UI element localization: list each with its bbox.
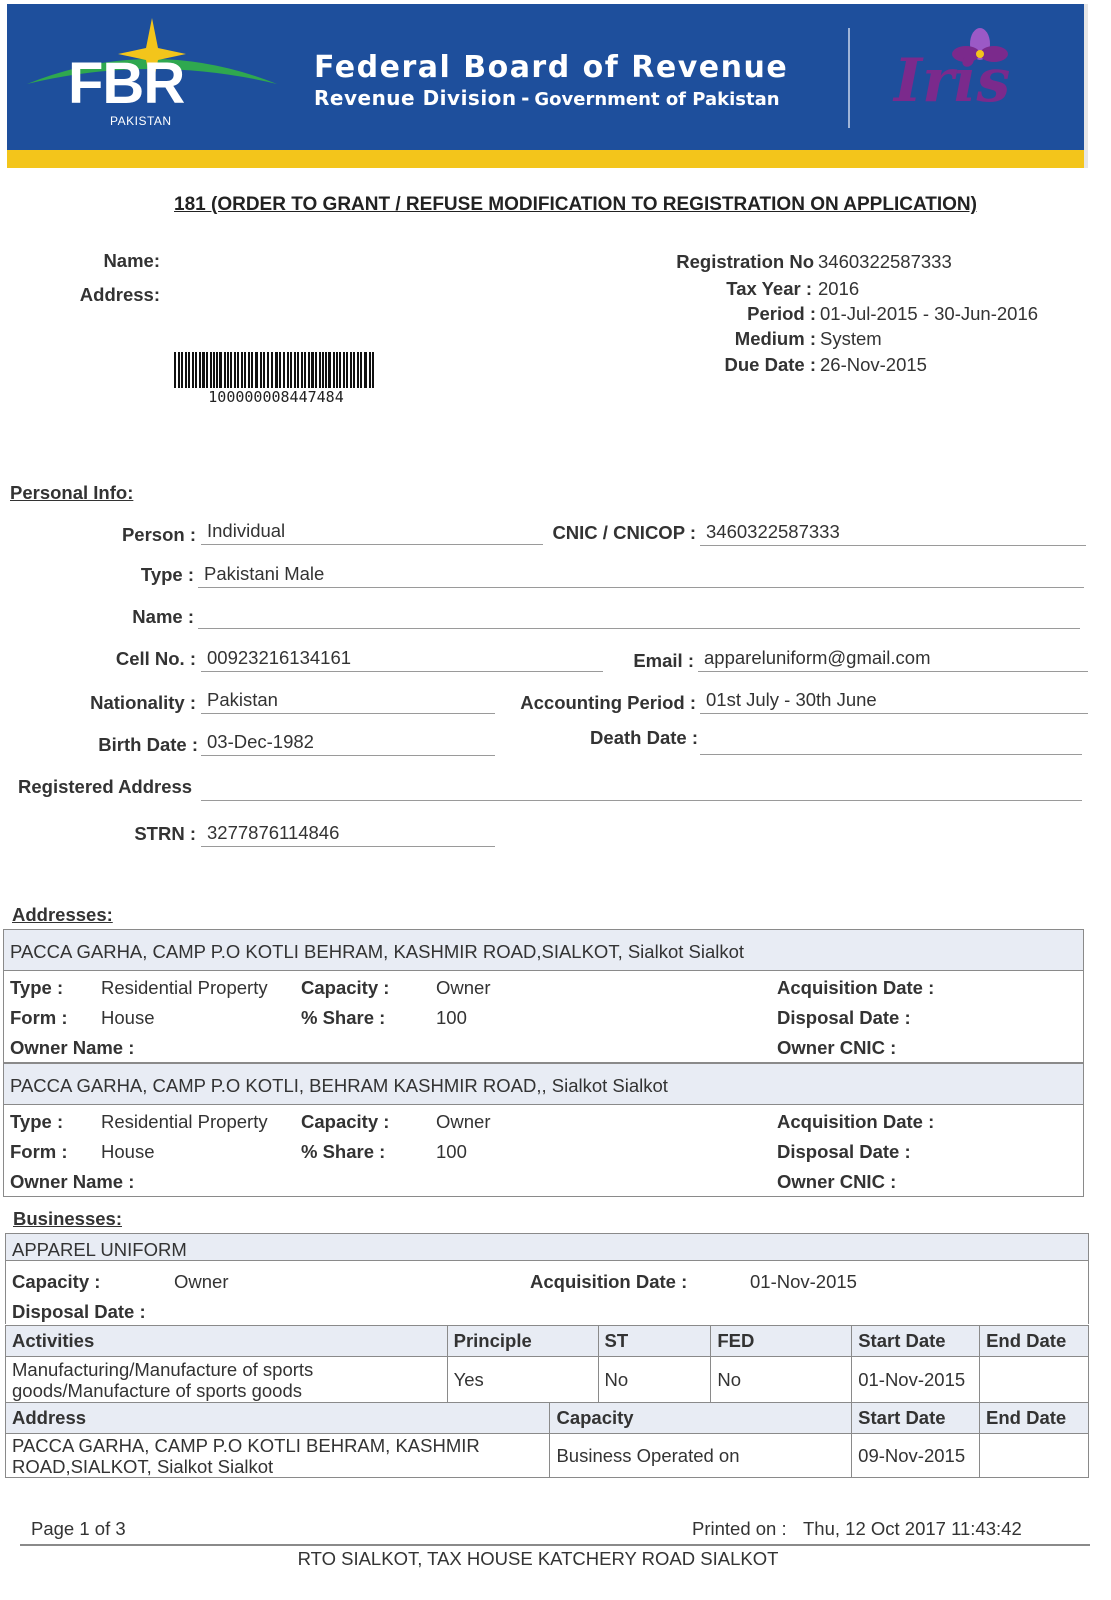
barcode-bar: [206, 352, 208, 388]
business-address-end-date: [980, 1434, 1089, 1478]
barcode-bar: [279, 352, 281, 388]
barcode-bar: [322, 352, 324, 388]
email-value: appareluniform@gmail.com: [698, 647, 1088, 672]
barcode-bar: [248, 352, 250, 388]
nationality-value: Pakistan: [201, 689, 495, 714]
registered-address-field: [201, 776, 1082, 801]
accounting-period-value: 01st July - 30th June: [700, 689, 1088, 714]
address-line: PACCA GARHA, CAMP P.O KOTLI, BEHRAM KASHMIR ROAD,, Sialkot Sialkot: [10, 1075, 668, 1096]
address-card: [3, 929, 1084, 1063]
activities-header-row: [6, 1326, 1089, 1357]
activity-line: goods/Manufacture of sports goods: [12, 1379, 303, 1401]
barcode-bar: [287, 352, 289, 388]
barcode-icon: [174, 352, 378, 388]
address-capacity-label: Capacity :: [301, 977, 390, 998]
death-date-label: Death Date :: [590, 727, 698, 748]
business-disposal-label: Disposal Date :: [12, 1301, 146, 1322]
header-subtitle-dash: -: [521, 86, 530, 110]
business-card: [5, 1233, 1089, 1324]
strn-label: STRN :: [134, 823, 196, 844]
type-label: Type :: [140, 564, 194, 585]
address-capacity-value: Owner: [436, 1111, 491, 1132]
address-share-label: % Share :: [301, 1141, 386, 1162]
address-disposal-label: Disposal Date :: [777, 1141, 911, 1162]
barcode-bar: [192, 352, 194, 388]
activities-col-st: ST: [598, 1326, 711, 1357]
business-capacity-label: Capacity :: [12, 1271, 101, 1292]
barcode-bar: [255, 352, 258, 388]
business-address-line: ROAD,SIALKOT, Sialkot Sialkot: [12, 1455, 274, 1477]
barcode-bar: [328, 352, 331, 388]
barcode-bar: [213, 352, 215, 388]
address-capacity-value: Owner: [436, 977, 491, 998]
address-type-value: Residential Property: [101, 1111, 268, 1132]
address-share-value: 100: [436, 1141, 467, 1162]
registered-address-label: Registered Address: [18, 776, 193, 797]
header-subtitle: [314, 86, 780, 110]
barcode-bar: [216, 352, 218, 388]
business-address-cell: [6, 1434, 550, 1478]
address-line: PACCA GARHA, CAMP P.O KOTLI BEHRAM, KASHMIR ROAD,SIALKOT, Sialkot Sialkot: [10, 941, 745, 962]
barcode-bar: [241, 352, 243, 388]
business-address-col-capacity: Capacity: [550, 1403, 852, 1434]
barcode-bar: [224, 352, 226, 388]
header-subtitle-left: Revenue Division: [314, 86, 517, 110]
barcode-bar: [219, 352, 222, 388]
due-date-label: Due Date :: [724, 354, 816, 375]
business-acquisition-value: 01-Nov-2015: [750, 1271, 857, 1292]
page-title: 181 (ORDER TO GRANT / REFUSE MODIFICATION TO REGISTRATION ON APPLICATION): [174, 194, 977, 215]
activity-principle: Yes: [447, 1357, 598, 1403]
barcode-bar: [199, 352, 201, 388]
barcode-bar: [263, 352, 265, 388]
addresses-heading: Addresses:: [12, 904, 113, 925]
barcode-bar: [372, 352, 374, 388]
barcode-bar: [304, 352, 306, 388]
header-subtitle-right: Government of Pakistan: [534, 89, 780, 110]
barcode-bar: [210, 352, 212, 388]
address-share-label: % Share :: [301, 1007, 386, 1028]
activity-start-date: 01-Nov-2015: [852, 1357, 980, 1403]
barcode-bar: [244, 352, 246, 388]
activities-col-activity: Activities: [6, 1326, 448, 1357]
barcode-bar: [353, 352, 355, 388]
header-divider: [848, 28, 850, 128]
barcode-bar: [350, 352, 352, 388]
pi-name-field: [198, 604, 1080, 629]
barcode-bar: [364, 352, 367, 388]
header-shadow: [1084, 4, 1088, 168]
barcode-bar: [369, 352, 371, 388]
barcode-bar: [195, 352, 197, 388]
barcode-bar: [343, 352, 345, 388]
period-value: 01-Jul-2015 - 30-Jun-2016: [820, 303, 1039, 324]
barcode-bar: [251, 352, 253, 388]
activity-cell: [6, 1357, 448, 1403]
business-address-col-end-date: End Date: [980, 1403, 1089, 1434]
barcode-bar: [271, 352, 273, 388]
activities-table: [5, 1325, 1089, 1403]
birth-date-label: Birth Date :: [98, 734, 198, 755]
table-row: [6, 1357, 1089, 1403]
printed-on-label: Printed on :: [692, 1518, 787, 1539]
address-form-label: Form :: [10, 1007, 68, 1028]
barcode-bar: [181, 352, 183, 388]
pi-name-label: Name :: [132, 606, 194, 627]
barcode-bar: [325, 352, 327, 388]
address-disposal-label: Disposal Date :: [777, 1007, 911, 1028]
cnic-label: CNIC / CNICOP :: [552, 522, 696, 543]
barcode-bar: [360, 352, 362, 388]
header-title: Federal Board of Revenue: [314, 50, 789, 85]
barcode-bar: [297, 352, 299, 388]
tax-year-value: 2016: [818, 278, 860, 299]
accounting-period-label: Accounting Period :: [520, 692, 696, 713]
barcode-bar: [311, 352, 314, 388]
barcode-number: 100000008447484: [208, 388, 344, 406]
table-row: [6, 1434, 1089, 1478]
address-owner-cnic-label: Owner CNIC :: [777, 1171, 897, 1192]
businesses-heading: Businesses:: [13, 1208, 122, 1229]
barcode-bar: [188, 352, 190, 388]
barcode-bar: [283, 352, 285, 388]
address-type-label: Type :: [10, 977, 64, 998]
page-number: Page 1 of 3: [31, 1518, 126, 1539]
activity-line: Manufacturing/Manufacture of sports: [12, 1358, 314, 1380]
barcode-bar: [357, 352, 359, 388]
printed-on-value: Thu, 12 Oct 2017 11:43:42: [803, 1518, 1022, 1539]
address-owner-name-label: Owner Name :: [10, 1171, 135, 1192]
barcode-bar: [178, 352, 180, 388]
business-capacity-value: Owner: [174, 1271, 229, 1292]
barcode-bar: [227, 352, 229, 388]
address-type-value: Residential Property: [101, 977, 268, 998]
business-address-table: [5, 1402, 1089, 1478]
type-value: Pakistani Male: [198, 563, 1084, 588]
medium-value: System: [820, 328, 882, 349]
barcode-bar: [237, 352, 239, 388]
barcode-bar: [315, 352, 317, 388]
reg-no-value: 3460322587333: [818, 251, 952, 272]
period-label: Period :: [747, 303, 816, 324]
business-address-capacity: Business Operated on: [550, 1434, 852, 1478]
person-value: Individual: [201, 520, 543, 545]
nationality-label: Nationality :: [90, 692, 196, 713]
barcode-bar: [185, 352, 187, 388]
business-address-header-row: [6, 1403, 1089, 1434]
medium-label: Medium :: [734, 328, 816, 349]
barcode-bar: [290, 352, 292, 388]
address-acquisition-label: Acquisition Date :: [777, 1111, 935, 1132]
office-address: RTO SIALKOT, TAX HOUSE KATCHERY ROAD SIALKOT: [297, 1548, 779, 1569]
address-acquisition-label: Acquisition Date :: [777, 977, 935, 998]
birth-date-value: 03-Dec-1982: [201, 731, 495, 756]
address-capacity-label: Capacity :: [301, 1111, 390, 1132]
address-card: [3, 1063, 1084, 1197]
death-date-field: [700, 730, 1082, 755]
iris-logo: Iris: [894, 46, 1011, 116]
barcode-bar: [308, 352, 310, 388]
reg-no-label: Registration No: [676, 251, 814, 272]
address-label: Address:: [79, 284, 160, 305]
barcode-bar: [333, 352, 335, 388]
address-owner-name-label: Owner Name :: [10, 1037, 135, 1058]
activity-fed: No: [711, 1357, 852, 1403]
header-stripe: [7, 150, 1084, 168]
footer-divider: [20, 1544, 1090, 1546]
cell-value: 00923216134161: [201, 647, 603, 672]
barcode-bar: [301, 352, 303, 388]
business-address-start-date: 09-Nov-2015: [852, 1434, 980, 1478]
address-type-label: Type :: [10, 1111, 64, 1132]
activities-col-fed: FED: [711, 1326, 852, 1357]
activity-end-date: [980, 1357, 1089, 1403]
barcode-bar: [234, 352, 236, 388]
due-date-value: 26-Nov-2015: [820, 354, 927, 375]
barcode-bar: [267, 352, 269, 388]
barcode-bar: [336, 352, 338, 388]
strn-value: 3277876114846: [201, 822, 495, 847]
business-address-line: PACCA GARHA, CAMP P.O KOTLI BEHRAM, KASHMIR: [12, 1434, 480, 1456]
barcode-bar: [346, 352, 348, 388]
barcode-bar: [202, 352, 205, 388]
activity-st: No: [598, 1357, 711, 1403]
personal-info-heading: Personal Info:: [10, 482, 134, 503]
address-share-value: 100: [436, 1007, 467, 1028]
cnic-value: 3460322587333: [700, 521, 1086, 546]
activities-col-end-date: End Date: [980, 1326, 1089, 1357]
barcode-bar: [275, 352, 278, 388]
person-label: Person :: [121, 524, 196, 545]
barcode-bar: [319, 352, 321, 388]
business-name: APPAREL UNIFORM: [12, 1239, 187, 1260]
business-acquisition-label: Acquisition Date :: [530, 1271, 688, 1292]
fbr-logo-text: FBR: [68, 51, 185, 116]
barcode-bar: [294, 352, 296, 388]
business-address-col-address: Address: [6, 1403, 550, 1434]
barcode-bar: [260, 352, 262, 388]
address-form-value: House: [101, 1007, 155, 1028]
activities-col-start-date: Start Date: [852, 1326, 980, 1357]
address-owner-cnic-label: Owner CNIC :: [777, 1037, 897, 1058]
business-address-col-start-date: Start Date: [852, 1403, 980, 1434]
barcode-bar: [174, 352, 176, 388]
address-form-label: Form :: [10, 1141, 68, 1162]
email-label: Email :: [633, 650, 694, 671]
activities-col-principle: Principle: [447, 1326, 598, 1357]
barcode-bar: [230, 352, 232, 388]
tax-year-label: Tax Year :: [726, 278, 812, 299]
barcode-bar: [339, 352, 341, 388]
fbr-logo-country: PAKISTAN: [110, 114, 172, 128]
name-label: Name:: [103, 250, 160, 271]
address-form-value: House: [101, 1141, 155, 1162]
cell-label: Cell No. :: [115, 648, 196, 669]
